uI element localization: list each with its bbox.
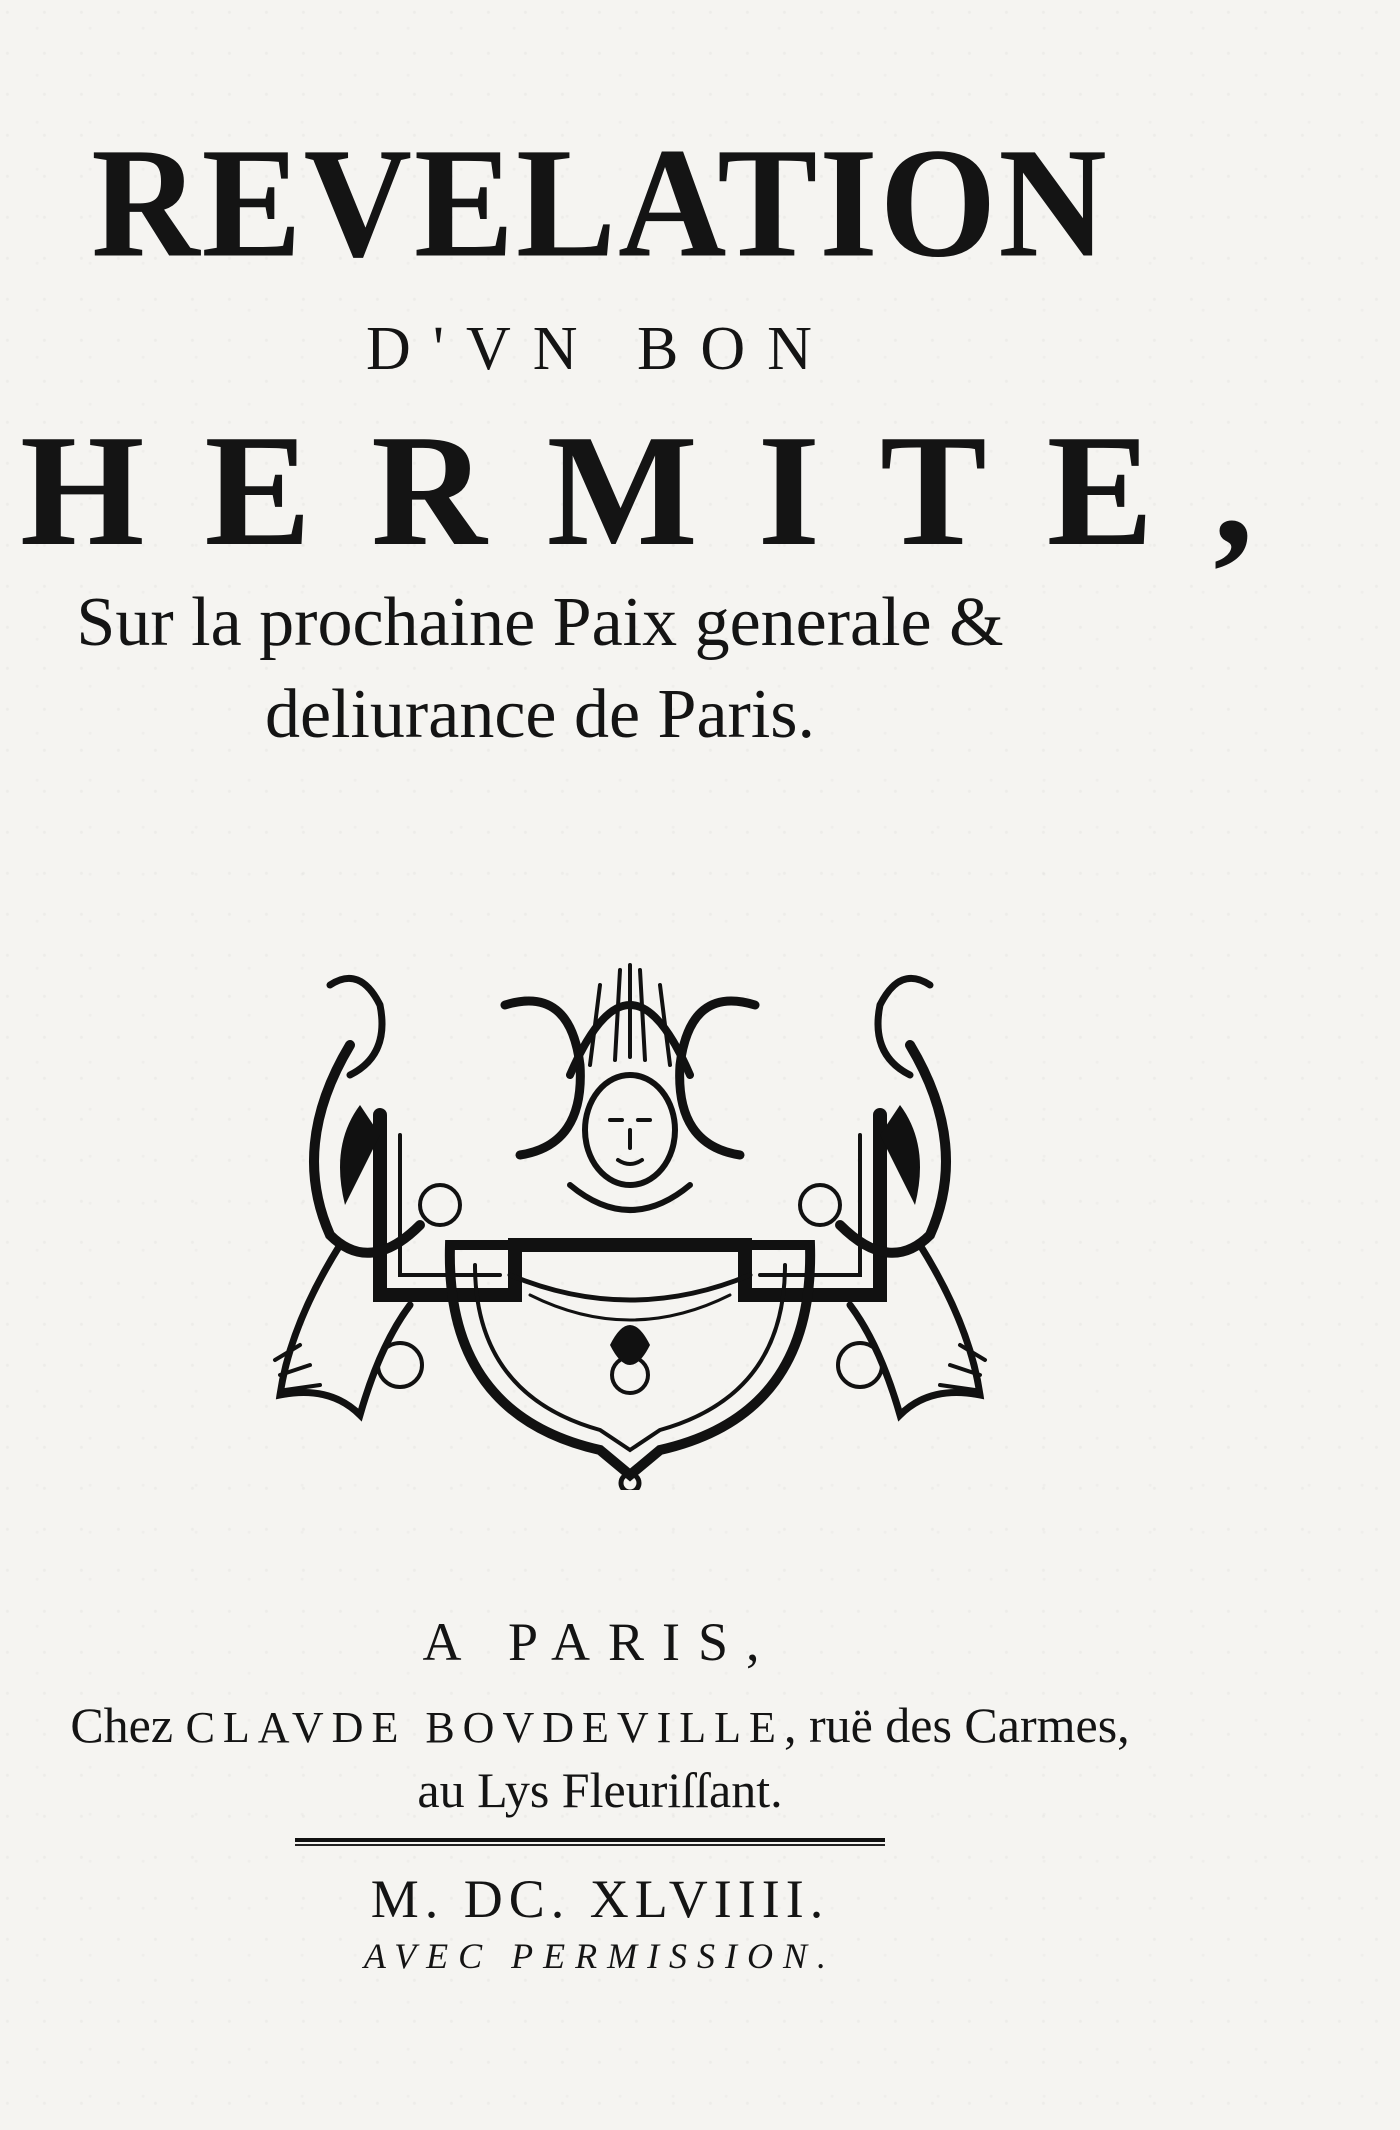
imprint-place: A PARIS, — [422, 1612, 778, 1672]
subtitle-line-1: D'VN BON — [366, 315, 834, 383]
printer-prefix: Chez — [70, 1697, 174, 1753]
subtitle-line-2: HERMITE, — [20, 401, 1314, 579]
page-title: REVELATION — [91, 115, 1109, 291]
imprint-printer — [0, 1697, 1200, 1753]
printer-address: , ruë des Carmes, — [783, 1697, 1130, 1753]
imprint-sign: au Lys Fleuriſſant. — [417, 1762, 783, 1818]
horizontal-rule — [295, 1838, 885, 1848]
printer-name: CLAVDE BOVDEVILLE — [185, 1703, 784, 1752]
description-line-1: Sur la prochaine Paix generale & — [76, 584, 1004, 661]
publication-date: M. DC. XLVIIII. — [370, 1869, 830, 1929]
printers-ornament-woodcut — [270, 945, 990, 1490]
permission-note: AVEC PERMISSION. — [363, 1936, 837, 1976]
description-line-2: deliurance de Paris. — [264, 676, 816, 753]
